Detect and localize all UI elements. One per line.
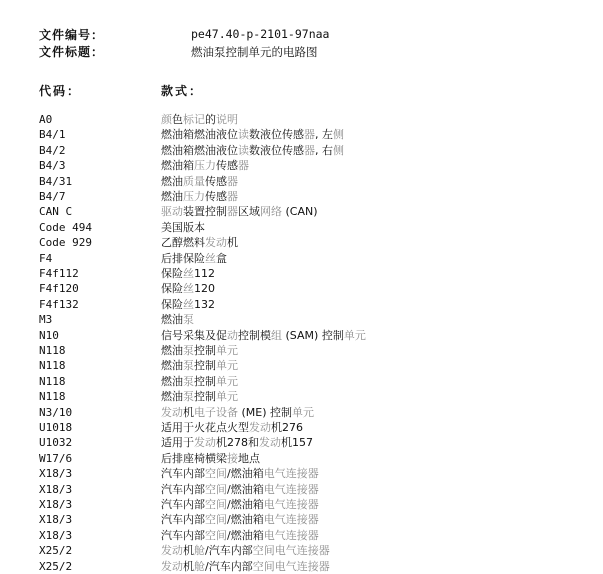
- component-description: 汽车内部空间/燃油箱电气连接器: [161, 528, 319, 542]
- component-description: 后排座椅横梁接地点: [161, 451, 260, 465]
- component-code: F4: [39, 251, 53, 265]
- component-code: X18/3: [39, 467, 73, 481]
- table-row: [0, 220, 603, 235]
- table-row: [0, 189, 603, 204]
- component-description: 乙醇燃料发动机: [161, 236, 238, 250]
- table-row: [0, 112, 603, 127]
- table-row: [0, 482, 603, 497]
- component-description: 汽车内部空间/燃油箱电气连接器: [161, 513, 319, 527]
- component-code: B4/3: [39, 159, 66, 173]
- table-row: [0, 358, 603, 373]
- component-code: Code 494: [39, 220, 92, 234]
- table-row: [0, 451, 603, 466]
- component-code: N118: [39, 344, 66, 357]
- component-description: 发动机电子设备 (ME) 控制单元: [161, 405, 315, 419]
- component-code: F4f132: [39, 297, 79, 311]
- component-code: N118: [39, 359, 66, 373]
- component-code: N118: [39, 374, 66, 388]
- table-row: [0, 543, 603, 558]
- component-code: X25/2: [39, 544, 73, 558]
- component-code: M3: [39, 313, 53, 327]
- component-code: U1018: [39, 421, 73, 434]
- component-code: F4f120: [39, 282, 79, 296]
- component-description: 燃油泵: [161, 313, 194, 327]
- component-description: 颜色标记的说明: [161, 113, 238, 126]
- doc-title-label: 文件标题：: [39, 45, 105, 59]
- component-code: X18/3: [39, 528, 73, 542]
- component-description: 燃油压力传感器: [161, 190, 238, 203]
- component-code: N10: [39, 328, 59, 342]
- component-code: B4/1: [39, 128, 66, 142]
- table-row: [0, 328, 603, 343]
- table-row: [0, 281, 603, 296]
- table-row: [0, 497, 603, 512]
- doc-number-value: pe47.40-p-2101-97naa: [191, 27, 330, 41]
- component-code: W17/6: [39, 451, 73, 465]
- component-description: 燃油泵控制单元: [161, 374, 238, 388]
- table-row: [0, 312, 603, 327]
- table-row: [0, 512, 603, 527]
- component-description: 保险丝132: [161, 297, 215, 311]
- table-row: [0, 343, 603, 358]
- table-row: [0, 266, 603, 281]
- doc-number-label: 文件编号：: [39, 28, 105, 42]
- component-description: 燃油泵控制单元: [161, 359, 238, 373]
- component-description: 燃油箱压力传感器: [161, 159, 249, 173]
- table-row: [0, 420, 603, 435]
- component-code: X18/3: [39, 482, 73, 496]
- table-row: [0, 466, 603, 481]
- model-column-header: 款式：: [161, 84, 204, 98]
- code-column-header: 代码：: [39, 84, 82, 98]
- component-code: Code 929: [39, 236, 92, 250]
- component-code: X18/3: [39, 498, 73, 511]
- table-row: [0, 204, 603, 219]
- table-row: [0, 389, 603, 404]
- component-code: N118: [39, 390, 66, 404]
- component-description: 燃油泵控制单元: [161, 344, 238, 357]
- table-row: [0, 297, 603, 312]
- doc-title-value: 燃油泵控制单元的电路图: [191, 45, 318, 59]
- component-description: 发动机舱/汽车内部空间电气连接器: [161, 544, 330, 558]
- component-code: U1032: [39, 436, 73, 450]
- component-description: 适用于发动机278和发动机157: [161, 436, 313, 450]
- table-row: [0, 127, 603, 142]
- component-description: 汽车内部空间/燃油箱电气连接器: [161, 498, 319, 511]
- component-code: A0: [39, 113, 53, 126]
- component-description: 保险丝120: [161, 282, 215, 296]
- component-description: 燃油箱燃油液位读数液位传感器, 左侧: [161, 128, 344, 142]
- table-row: [0, 235, 603, 250]
- component-description: 美国版本: [161, 220, 205, 234]
- component-code: CAN C: [39, 205, 73, 219]
- component-code: X18/3: [39, 513, 73, 527]
- component-description: 汽车内部空间/燃油箱电气连接器: [161, 482, 319, 496]
- component-description: 驱动装置控制器区域网络 (CAN): [161, 205, 318, 219]
- component-description: 汽车内部空间/燃油箱电气连接器: [161, 467, 319, 481]
- table-row: [0, 174, 603, 189]
- table-row: [0, 559, 603, 574]
- component-code: F4f112: [39, 267, 79, 280]
- table-row: [0, 528, 603, 543]
- component-code: B4/31: [39, 174, 73, 188]
- table-row: [0, 158, 603, 173]
- component-description: 信号采集及促动控制模组 (SAM) 控制单元: [161, 328, 366, 342]
- table-row: [0, 251, 603, 266]
- table-row: [0, 405, 603, 420]
- component-description: 后排保险丝盒: [161, 251, 227, 265]
- table-row: [0, 374, 603, 389]
- component-description: 适用于火花点火型发动机276: [161, 421, 303, 434]
- table-row: [0, 435, 603, 450]
- component-description: 保险丝112: [161, 267, 215, 280]
- component-description: 发动机舱/汽车内部空间电气连接器: [161, 559, 330, 573]
- component-description: 燃油箱燃油液位读数液位传感器, 右侧: [161, 143, 344, 157]
- component-description: 燃油质量传感器: [161, 174, 238, 188]
- component-description: 燃油泵控制单元: [161, 390, 238, 404]
- component-code: X25/2: [39, 559, 73, 573]
- component-code: B4/7: [39, 190, 66, 203]
- component-code: B4/2: [39, 143, 66, 157]
- component-code: N3/10: [39, 405, 73, 419]
- table-row: [0, 143, 603, 158]
